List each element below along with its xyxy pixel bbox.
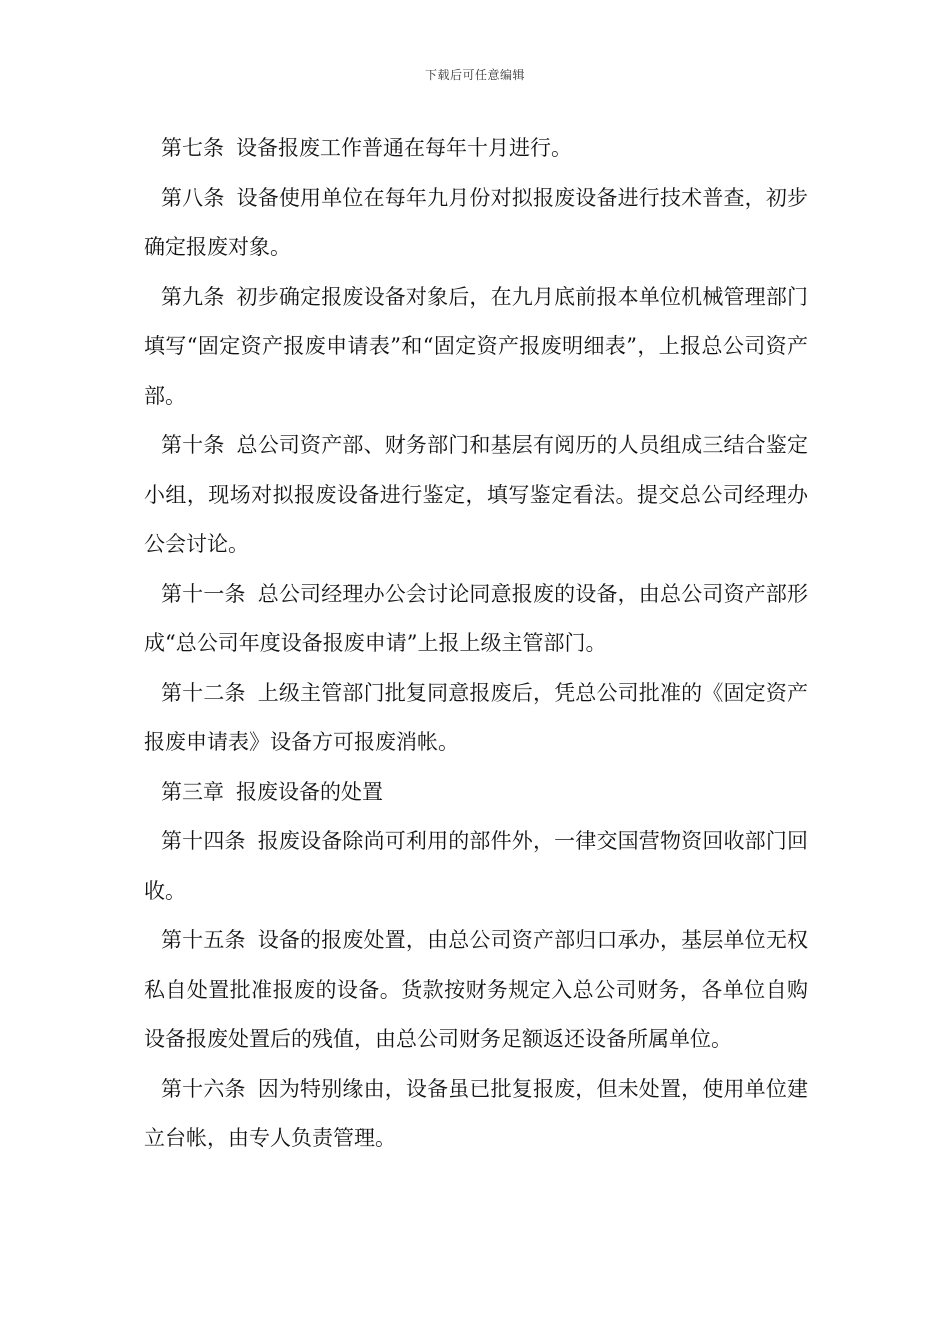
article-number: 第十六条 <box>161 1076 246 1101</box>
article-text: 总公司经理办公会讨论同意报废的设备，由总公司资产部形成“总公司年度设备报废申请”上报上级主管部门。 <box>144 581 809 655</box>
paragraph-article-12 <box>144 669 808 768</box>
article-number: 第十五条 <box>161 928 246 952</box>
chapter-title: 报废设备的处置 <box>236 779 383 804</box>
paragraph-article-9 <box>144 273 808 422</box>
article-text: 总公司资产部、财务部门和基层有阅历的人员组成三结合鉴定小组，现场对拟报废设备进行鉴定，填写鉴定看法。提交总公司经理办公会讨论。 <box>144 433 809 556</box>
article-text: 上级主管部门批复同意报废后，凭总公司批准的《固定资产报废申请表》设备方可报废消帐。 <box>144 680 809 754</box>
article-number: 第八条 <box>161 185 225 210</box>
paragraph-article-10 <box>144 421 808 570</box>
chapter-number: 第三章 <box>161 779 224 804</box>
article-number: 第十条 <box>161 433 225 457</box>
article-text: 设备使用单位在每年九月份对拟报废设备进行技术普查，初步确定报废对象。 <box>144 185 809 259</box>
chapter-heading <box>144 768 808 818</box>
paragraph-article-15 <box>144 916 808 1065</box>
article-number: 第十四条 <box>161 829 246 853</box>
document-body <box>144 124 808 1164</box>
paragraph-article-11 <box>144 570 808 669</box>
paragraph-article-14 <box>144 817 808 916</box>
article-text: 因为特别缘由，设备虽已批复报废，但未处置，使用单位建立台帐，由专人负责管理。 <box>144 1076 809 1150</box>
paragraph-article-16 <box>144 1065 808 1164</box>
paragraph-article-8 <box>144 174 808 273</box>
article-number: 第七条 <box>161 136 224 160</box>
article-number: 第十一条 <box>161 581 246 606</box>
article-text: 设备报废工作普通在每年十月进行。 <box>236 136 572 160</box>
paragraph-article-7 <box>144 124 808 174</box>
article-text: 初步确定报废设备对象后，在九月底前报本单位机械管理部门填写“固定资产报废申请表”和“固定资产报废明细表”，上报总公司资产部。 <box>144 284 809 408</box>
article-number: 第九条 <box>161 284 225 309</box>
article-number: 第十二条 <box>161 680 246 705</box>
article-text: 设备的报废处置，由总公司资产部归口承办，基层单位无权私自处置批准报废的设备。货款按财务规定入总公司财务，各单位自购设备报废处置后的残值，由总公司财务足额返还设备所属单位。 <box>144 928 809 1051</box>
article-text: 报废设备除尚可利用的部件外，一律交国营物资回收部门回收。 <box>144 829 809 903</box>
page-header: 下载后可任意编辑 <box>424 68 525 82</box>
